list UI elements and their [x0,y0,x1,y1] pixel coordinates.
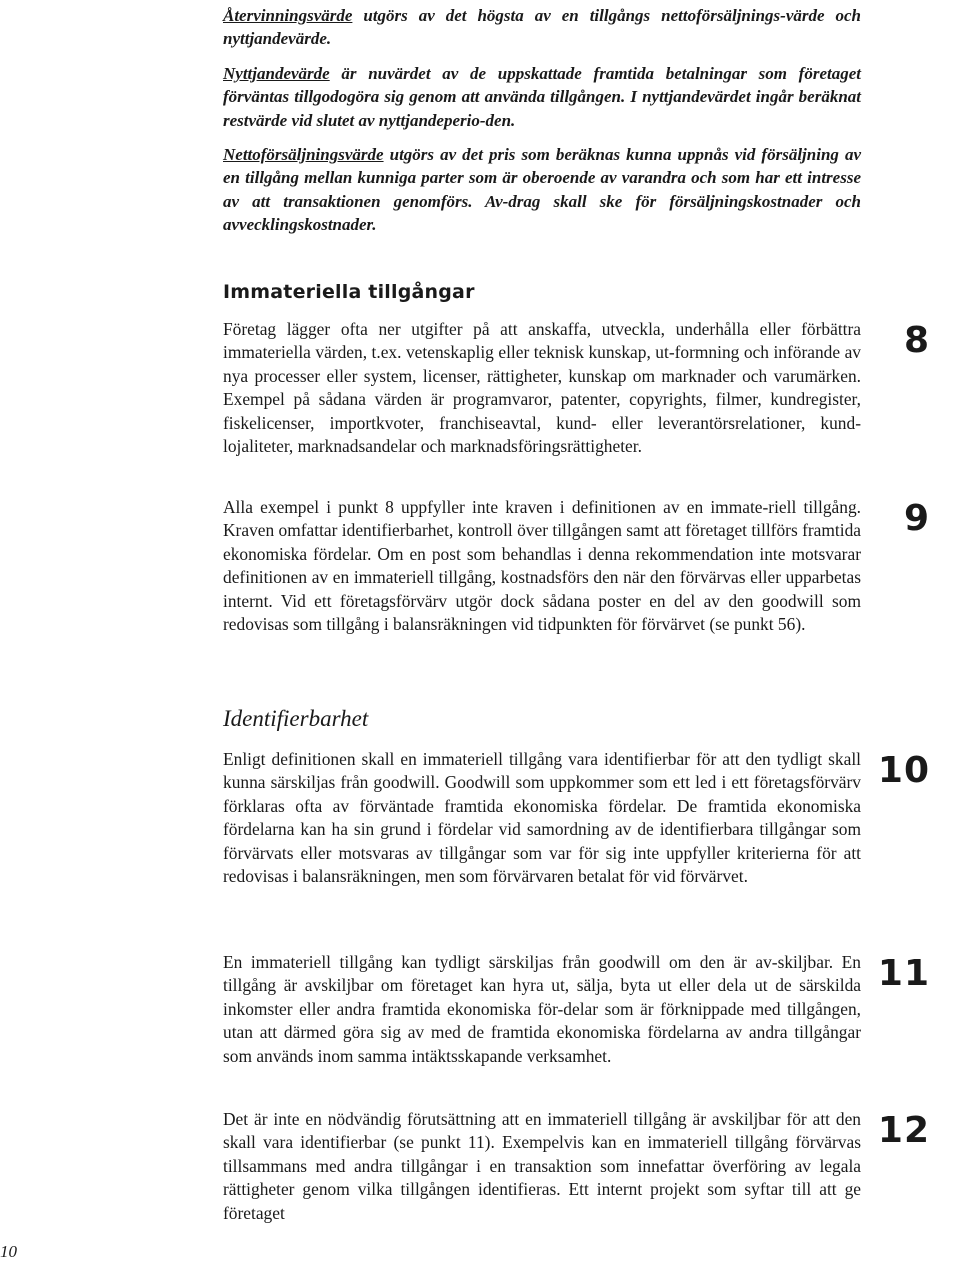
paragraph-number: 11 [877,953,930,994]
paragraph-text: Det är inte en nödvändig förutsättning att en immateriell tillgång är avskiljbar för att den skall vara identifierbar (se punkt 11). Exempelvis kan en immateriell tillgång förvärvas tillsammans med andra tillgångar i en transaktion som innefattar överföring av legala rättigheter genom vilka tillgången identifieras. Ett internt projekt som syftar till att ge företaget [223,1109,861,1223]
paragraph-text: En immateriell tillgång kan tydligt särskiljas från goodwill om den är av-skiljbar. En tillgång är avskiljbar om företaget kan hyra ut, sälja, byta ut eller dela ut de särskilda inkomster eller andra framtida ekonomiska för-delar som är förknippade med tillgången, utan att därmed göra sig av med de framtida ekonomiska fördelarna av andra tillgångar som används inom samma intäktsskapande verksamhet. [223,952,861,1066]
paragraph-number: 10 [877,750,930,791]
definition-text: är nuvärdet av de uppskattade framtida betalningar som företaget förväntas tillgodogöra sig genom att använda tillgången. I nyttjandevärdet ingår beräknat restvärde vid slutet av nyttjandeperio-den. [223,63,861,130]
definition-recoverable-amount [223,4,861,51]
definition-term: Nettoförsäljningsvärde [223,145,384,165]
paragraph-9 [223,496,861,636]
definition-net-selling-price [223,143,861,237]
paragraph-8 [223,318,861,458]
paragraph-text: Enligt definitionen skall en immateriell tillgång vara identifierbar för att den tydligt skall kunna särskiljas från goodwill. Goodwill som uppkommer som ett led i ett företagsförvärv förklaras ofta av förväntade framtida ekonomiska fördelar. De framtida ekonomiska fördelarna kan ha sin grund i fördelar vid samordning av de identifierbara tillgångar som förvärvats eller motsvaras av tillgångar som var för sig inte uppfyller kriterierna för att redovisas i balansräkningen, men som förvärvaren betalat för vid förvärvet. [223,749,861,887]
section-heading: Immateriella tillgångar [223,281,475,303]
paragraph-number: 8 [903,320,930,361]
definition-list [223,4,861,237]
paragraph-number: 12 [877,1110,930,1151]
paragraph-12 [223,1108,861,1225]
definition-text: utgörs av det pris som beräknas kunna uppnås vid försäljning av en tillgång mellan kunniga parter som är oberoende av varandra och som har ett intresse av att transaktionen genomförs. Av-drag skall ske för försäljningskostnader och avvecklingskostnader. [223,145,861,235]
paragraph-number: 9 [903,498,930,539]
subsection-heading: Identifierbarhet [223,706,369,731]
definition-text: utgörs av det högsta av en tillgångs nettoförsäljnings-värde och nyttjandevärde. [223,6,861,49]
paragraph-text: Företag lägger ofta ner utgifter på att anskaffa, utveckla, underhålla eller förbättra immateriella värden, t.ex. vetenskaplig eller teknisk kunskap, ut-formning och införande av nya processer eller system, licenser, rättigheter, kunskap om marknader och varumärken. Exempel på sådana värden är programvaror, patenter, copyrights, filmer, kundregister, fiskelicenser, importkvoter, franchiseavtal, kund- eller leverantörsrelationer, kund-lojaliteter, marknadsandelar och marknadsföringsrättigheter. [223,319,861,457]
page-number: 10 [0,1242,17,1261]
paragraph-11 [223,951,861,1068]
paragraph-10 [223,748,861,888]
definition-term: Nyttjandevärde [223,63,330,83]
paragraph-text: Alla exempel i punkt 8 uppfyller inte kraven i definitionen av en immate-riell tillgång. Kraven omfattar identifierbarhet, kontroll över tillgången samt att företaget tillförs framtida ekonomiska fördelar. Om en post som behandlas i denna rekommendation inte motsvarar definitionen av en immateriell tillgång, kostnadsförs den när den förvärvas eller upparbetas internt. Vid ett företagsförvärv utgör dock sådana poster en del av den goodwill som redovisas som tillgång i balansräkningen vid tidpunkten för förvärvet (se punkt 56). [223,497,861,635]
definition-value-in-use [223,62,861,132]
definition-term: Återvinningsvärde [223,6,353,25]
